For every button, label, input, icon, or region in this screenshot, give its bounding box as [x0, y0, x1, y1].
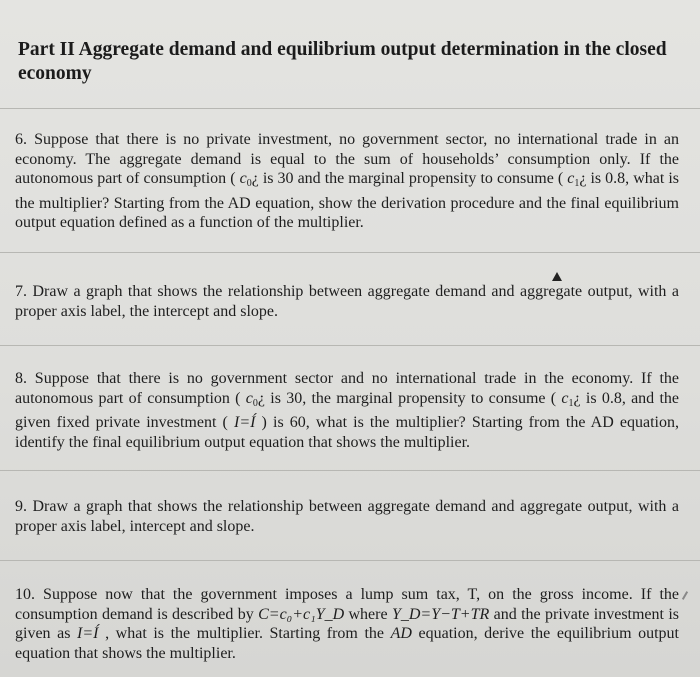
question-8: 8. Suppose that there is no government sector and no international trade in the economy. If the autonomous part of consumption ( $c_0¿$ is 30, the marginal propensity to consume ( $c_1¿$ is 0.8, and the given fixed private investment ( I=Í ) is 60, what is the multiplier? Starting from the AD equation, identify the final equilibrium output equation that shows the multiplier.	[15, 370, 680, 451]
part-title: Part II Aggregate demand and equilibrium output determination in the closed economy	[18, 39, 667, 84]
question-6: 6. Suppose that there is no private investment, no government sector, no international trade in an economy. The aggregate demand is equal to the sum of households’ consumption only. If the autonomous part of consumption ( $c_0¿$ is 30 and the marginal propensity to consume ( $c_1¿$ is 0.8, what is the multiplier? Starting from the AD equation, show the derivation procedure and the final equilibrium output equation defined as a function of the multiplier.	[15, 131, 679, 232]
question-9: 9. Draw a graph that shows the relationship between aggregate demand and aggregate output, with a proper axis label, intercept and slope.	[15, 498, 679, 535]
pen-mark	[682, 591, 688, 600]
divider	[0, 560, 700, 561]
question-7: 7. Draw a graph that shows the relationship between aggregate demand and aggregate output, with a proper axis label, the intercept and slope.	[15, 283, 679, 320]
divider	[0, 470, 700, 471]
mouse-cursor-icon	[552, 272, 562, 281]
question-10: 10. Suppose now that the government imposes a lump sum tax, T, on the gross income. If the consumption demand is described by C=c₀+c₁Y_D where Y_D=Y−T+TR and the private investment is given as I=Í , what is the multiplier. Starting from the AD equation, derive the equilibrium output equation that shows the multiplier.	[15, 586, 680, 662]
divider	[0, 108, 700, 109]
divider	[0, 345, 700, 346]
divider	[0, 252, 700, 253]
